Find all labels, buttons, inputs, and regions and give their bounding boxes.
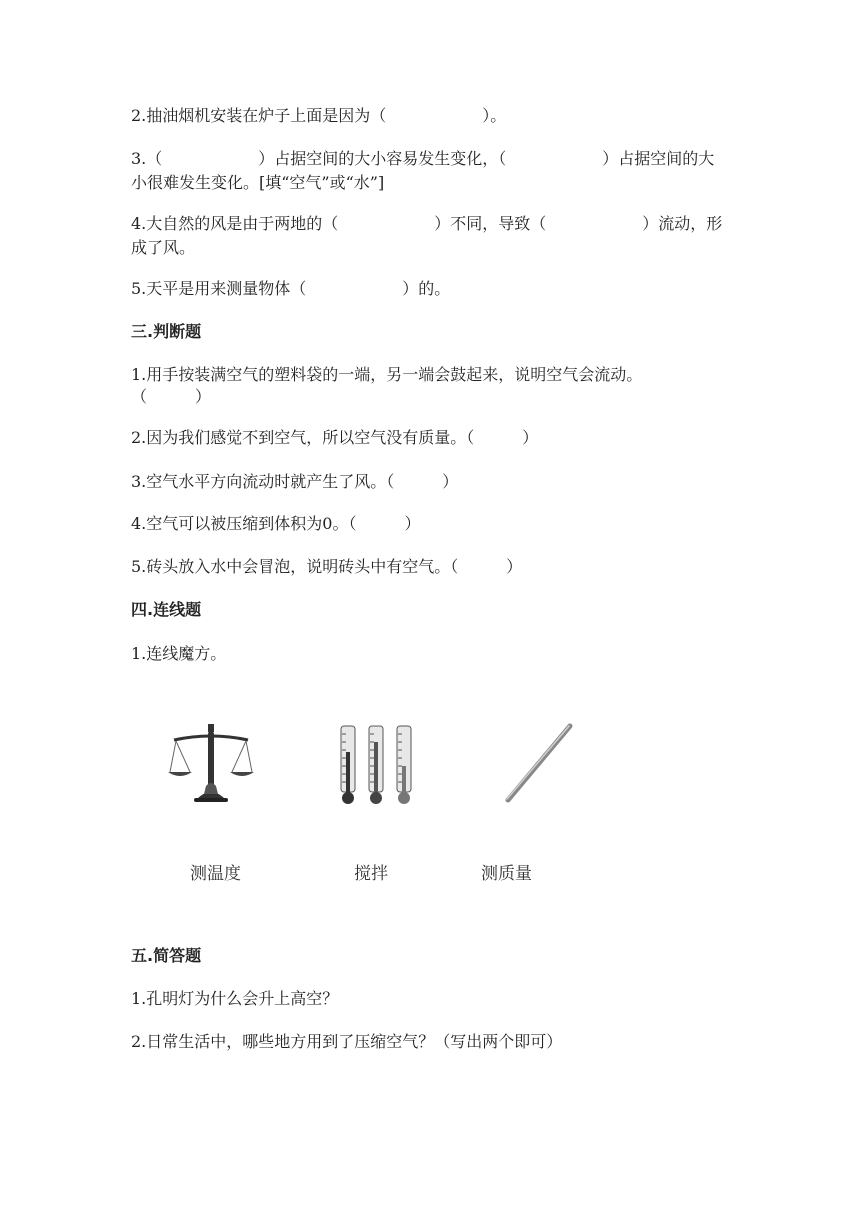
judge-question-1-line-2: （ ） (131, 387, 212, 406)
fill-in-question-2: 2.抽油烟机安装在炉子上面是因为（ ）。 (131, 106, 507, 125)
judge-question-2: 2.因为我们感觉不到空气，所以空气没有质量。（ ） (131, 428, 539, 447)
thermometers-icon (334, 722, 420, 808)
fill-in-question-3-line-1: 3.（ ）占据空间的大小容易发生变化，（ ）占据空间的大 (131, 149, 715, 168)
short-answer-section-heading: 五.简答题 (131, 946, 202, 965)
judge-section-heading: 三.判断题 (131, 322, 202, 341)
matching-label-measure-mass: 测质量 (481, 864, 532, 884)
matching-question-1: 1.连线魔方。 (131, 644, 227, 663)
balance-scale-icon (166, 722, 256, 804)
short-answer-question-2: 2.日常生活中，哪些地方用到了压缩空气？（写出两个即可） (131, 1032, 563, 1051)
short-answer-question-1: 1.孔明灯为什么会升上高空？ (131, 989, 339, 1008)
fill-in-question-4-line-2: 成了风。 (131, 238, 196, 257)
fill-in-question-5: 5.天平是用来测量物体（ ）的。 (131, 279, 451, 298)
matching-label-stir: 搅拌 (354, 864, 388, 884)
judge-question-3: 3.空气水平方向流动时就产生了风。（ ） (131, 472, 459, 491)
fill-in-question-3-line-2: 小很难发生变化。[填“空气”或“水”] (131, 173, 385, 192)
matching-section-heading: 四.连线题 (131, 600, 202, 619)
matching-label-measure-temperature: 测温度 (190, 864, 241, 884)
stirring-rod-icon (502, 722, 576, 806)
judge-question-5: 5.砖头放入水中会冒泡，说明砖头中有空气。（ ） (131, 557, 523, 576)
judge-question-1-line-1: 1.用手按装满空气的塑料袋的一端，另一端会鼓起来，说明空气会流动。 (131, 365, 643, 384)
fill-in-question-4-line-1: 4.大自然的风是由于两地的（ ）不同，导致（ ）流动，形 (131, 214, 723, 233)
judge-question-4: 4.空气可以被压缩到体积为0。（ ） (131, 514, 421, 533)
